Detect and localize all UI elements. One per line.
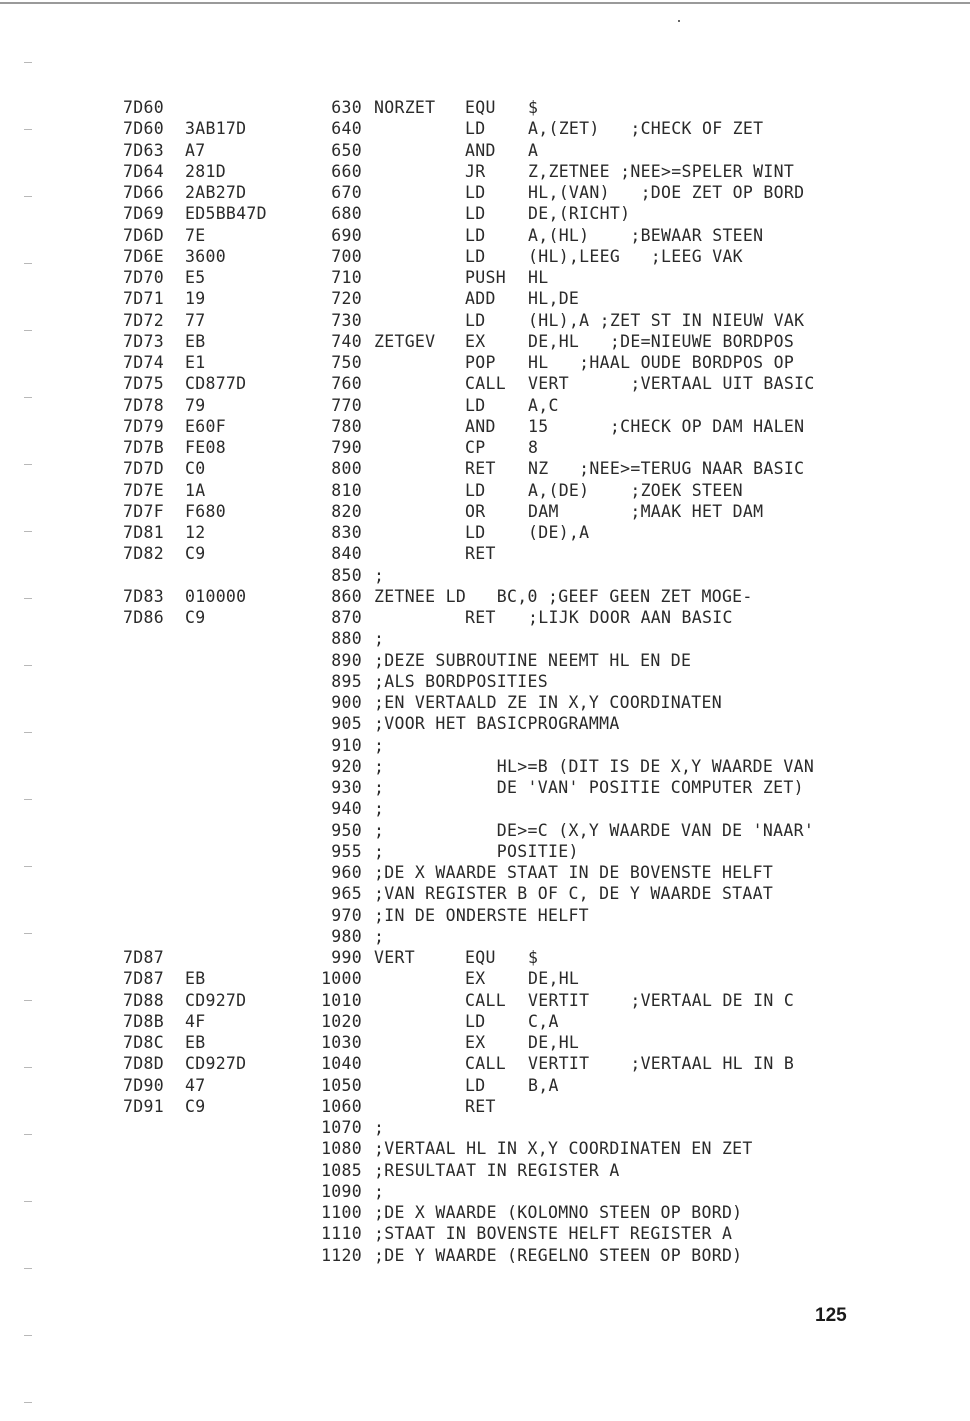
- listing-line: [0, 140, 970, 161]
- listing-line-number: 890: [331, 650, 362, 670]
- listing-source: ZETNEE LD BC,0 ;GEEF GEEN ZET MOGE-: [374, 586, 753, 606]
- listing-machine-code: CD927D: [185, 1054, 247, 1074]
- listing-source: ;: [374, 1181, 385, 1201]
- listing-line: [0, 756, 970, 777]
- listing-line: [0, 735, 970, 756]
- listing-line: [0, 862, 970, 883]
- listing-address: 7D8D: [123, 1054, 164, 1074]
- listing-line: [0, 288, 970, 309]
- listing-line-number: 930: [331, 778, 362, 797]
- listing-machine-code: E1: [185, 353, 206, 372]
- listing-operand: VERTIT ;VERTAAL HL IN B: [528, 1054, 795, 1074]
- listing-line-number: 770: [331, 395, 362, 415]
- listing-address: 7D63: [123, 140, 164, 160]
- listing-address: 7D69: [123, 204, 164, 224]
- listing-address: 7D60: [123, 119, 164, 139]
- listing-line-number: 860: [331, 586, 362, 606]
- listing-line: [0, 1245, 970, 1266]
- listing-line: [0, 310, 970, 331]
- listing-address: 7D71: [123, 289, 164, 309]
- listing-source: ;VOOR HET BASICPROGRAMMA: [374, 714, 620, 734]
- listing-opcode: RET: [465, 1096, 496, 1116]
- listing-line-number: 1000: [321, 969, 362, 989]
- listing-address: 7D8B: [123, 1011, 164, 1031]
- listing-line-number: 750: [331, 353, 362, 372]
- listing-source: ;: [374, 926, 385, 946]
- listing-operand: C,A: [528, 1011, 559, 1031]
- listing-line-number: 905: [331, 714, 362, 734]
- listing-line: [0, 1202, 970, 1223]
- listing-line-number: 850: [331, 565, 362, 585]
- listing-opcode: EX: [465, 969, 486, 989]
- listing-machine-code: E60F: [185, 416, 226, 436]
- listing-line-number: 730: [331, 310, 362, 330]
- listing-line: [0, 161, 970, 182]
- listing-machine-code: 3600: [185, 246, 226, 266]
- listing-line-number: 1110: [321, 1224, 362, 1244]
- listing-address: 7D90: [123, 1075, 164, 1095]
- listing-line-number: 870: [331, 608, 362, 627]
- listing-line-number: 820: [331, 501, 362, 521]
- listing-line-number: 1010: [321, 990, 362, 1010]
- listing-line: [0, 905, 970, 926]
- listing-opcode: PUSH: [465, 268, 506, 287]
- listing-address: 7D83: [123, 586, 164, 606]
- listing-operand: HL,DE: [528, 289, 580, 309]
- listing-opcode: LD: [465, 1011, 486, 1031]
- listing-machine-code: 12: [185, 523, 206, 542]
- listing-source: ;DEZE SUBROUTINE NEEMT HL EN DE: [374, 650, 692, 670]
- listing-machine-code: 3AB17D: [185, 119, 247, 139]
- listing-source: ;VERTAAL HL IN X,Y COORDINATEN EN ZET: [374, 1139, 753, 1159]
- listing-line: [0, 458, 970, 479]
- listing-address: 7D86: [123, 608, 164, 627]
- listing-line-number: 800: [331, 459, 362, 479]
- listing-source: ;ALS BORDPOSITIES: [374, 671, 548, 691]
- listing-machine-code: CD927D: [185, 990, 247, 1010]
- listing-operand: DE,HL: [528, 1033, 580, 1052]
- listing-line: [0, 480, 970, 501]
- listing-machine-code: ED5BB47D: [185, 204, 267, 224]
- listing-opcode: JR: [465, 161, 486, 181]
- listing-machine-code: 010000: [185, 586, 247, 606]
- listing-address: 7D82: [123, 544, 164, 564]
- listing-line: [0, 97, 970, 118]
- listing-operand: DE,HL: [528, 969, 580, 989]
- listing-line: [0, 1011, 970, 1032]
- listing-machine-code: C9: [185, 544, 206, 564]
- listing-line: [0, 820, 970, 841]
- listing-line: [0, 1032, 970, 1053]
- listing-line: [0, 1223, 970, 1244]
- listing-line: [0, 671, 970, 692]
- listing-machine-code: 1A: [185, 480, 206, 500]
- listing-line-number: 990: [331, 948, 362, 967]
- listing-line-number: 965: [331, 884, 362, 904]
- listing-line-number: 830: [331, 523, 362, 542]
- listing-line-number: 1020: [321, 1011, 362, 1031]
- listing-line: [0, 883, 970, 904]
- listing-opcode: LD: [465, 523, 486, 542]
- listing-opcode: CP: [465, 438, 486, 457]
- listing-address: 7D7F: [123, 501, 164, 521]
- listing-line: [0, 1096, 970, 1117]
- listing-source: ;: [374, 799, 385, 819]
- listing-machine-code: C9: [185, 608, 206, 627]
- listing-line: [0, 628, 970, 649]
- listing-line-number: 840: [331, 544, 362, 564]
- listing-line-number: 1080: [321, 1139, 362, 1159]
- listing-line: [0, 798, 970, 819]
- listing-operand: DE,HL ;DE=NIEUWE BORDPOS: [528, 331, 795, 351]
- margin-tick: [24, 62, 32, 63]
- listing-address: 7D75: [123, 374, 164, 394]
- listing-operand: A,C: [528, 395, 559, 415]
- listing-machine-code: EB: [185, 1033, 206, 1052]
- listing-opcode: LD: [465, 225, 486, 245]
- listing-line: [0, 203, 970, 224]
- listing-operand: HL,(VAN) ;DOE ZET OP BORD: [528, 183, 805, 202]
- listing-operand: B,A: [528, 1075, 559, 1095]
- listing-line: [0, 713, 970, 734]
- listing-line-number: 760: [331, 374, 362, 394]
- listing-operand: DE,(RICHT): [528, 204, 631, 224]
- listing-operand: Z,ZETNEE ;NEE>=SPELER WINT: [528, 161, 795, 181]
- listing-line-number: 700: [331, 246, 362, 266]
- listing-line: [0, 777, 970, 798]
- listing-source: ;DE Y WAARDE (REGELNO STEEN OP BORD): [374, 1245, 743, 1265]
- listing-line: [0, 586, 970, 607]
- listing-operand: HL: [528, 268, 549, 287]
- listing-line: [0, 225, 970, 246]
- listing-address: 7D66: [123, 183, 164, 202]
- listing-operand: A: [528, 140, 539, 160]
- listing-address: 7D70: [123, 268, 164, 287]
- listing-address: 7D6D: [123, 225, 164, 245]
- page-number: 125: [815, 1305, 847, 1326]
- listing-line: [0, 947, 970, 968]
- listing-operand: (DE),A: [528, 523, 590, 542]
- listing-operand: A,(DE) ;ZOEK STEEN: [528, 480, 743, 500]
- listing-line-number: 640: [331, 119, 362, 139]
- listing-machine-code: C0: [185, 459, 206, 479]
- listing-machine-code: 4F: [185, 1011, 206, 1031]
- listing-line-number: 970: [331, 905, 362, 925]
- listing-opcode: CALL: [465, 1054, 506, 1074]
- listing-source: ;: [374, 565, 385, 585]
- listing-address: 7D74: [123, 353, 164, 372]
- listing-label: ZETGEV: [374, 331, 436, 351]
- listing-line-number: 1070: [321, 1118, 362, 1137]
- listing-machine-code: EB: [185, 969, 206, 989]
- listing-operand: A,(ZET) ;CHECK OF ZET: [528, 119, 764, 139]
- listing-line-number: 1030: [321, 1033, 362, 1052]
- listing-line: [0, 841, 970, 862]
- listing-line-number: 910: [331, 735, 362, 755]
- listing-line: [0, 926, 970, 947]
- listing-operand: VERT ;VERTAAL UIT BASIC: [528, 374, 815, 394]
- listing-line: [0, 1053, 970, 1074]
- listing-machine-code: F680: [185, 501, 226, 521]
- listing-line-number: 880: [331, 629, 362, 649]
- listing-address: 7D81: [123, 523, 164, 542]
- listing-line-number: 900: [331, 693, 362, 712]
- listing-line-number: 720: [331, 289, 362, 309]
- listing-address: 7D7B: [123, 438, 164, 457]
- listing-opcode: LD: [465, 246, 486, 266]
- listing-opcode: EQU: [465, 948, 496, 967]
- listing-source: ;: [374, 735, 385, 755]
- listing-source: ; DE>=C (X,Y WAARDE VAN DE 'NAAR': [374, 820, 815, 840]
- listing-operand: A,(HL) ;BEWAAR STEEN: [528, 225, 764, 245]
- listing-machine-code: 281D: [185, 161, 226, 181]
- listing-line-number: 1085: [321, 1160, 362, 1180]
- listing-source: ; HL>=B (DIT IS DE X,Y WAARDE VAN: [374, 756, 815, 776]
- listing-opcode: AND: [465, 140, 496, 160]
- listing-line-number: 790: [331, 438, 362, 457]
- listing-opcode: LD: [465, 204, 486, 224]
- margin-tick: [24, 1268, 32, 1269]
- listing-machine-code: 77: [185, 310, 206, 330]
- listing-line-number: 1120: [321, 1245, 362, 1265]
- listing-line: [0, 501, 970, 522]
- listing-operand: $: [528, 98, 539, 117]
- listing-line: [0, 1181, 970, 1202]
- listing-line-number: 980: [331, 926, 362, 946]
- listing-operand: $: [528, 948, 539, 967]
- listing-line-number: 1050: [321, 1075, 362, 1095]
- listing-line-number: 955: [331, 841, 362, 861]
- listing-line: [0, 692, 970, 713]
- listing-line: [0, 352, 970, 373]
- listing-line: [0, 437, 970, 458]
- listing-address: 7D87: [123, 969, 164, 989]
- listing-line: [0, 1117, 970, 1138]
- assembly-listing: [0, 97, 970, 1266]
- listing-opcode: LD: [465, 183, 486, 202]
- listing-source: ;EN VERTAALD ZE IN X,Y COORDINATEN: [374, 693, 722, 712]
- listing-opcode: OR: [465, 501, 486, 521]
- listing-line: [0, 331, 970, 352]
- listing-machine-code: 47: [185, 1075, 206, 1095]
- listing-source: ;: [374, 1118, 385, 1137]
- listing-line-number: 960: [331, 863, 362, 882]
- listing-line: [0, 246, 970, 267]
- listing-operand: (HL),LEEG ;LEEG VAK: [528, 246, 743, 266]
- listing-source: ;IN DE ONDERSTE HELFT: [374, 905, 589, 925]
- listing-opcode: RET: [465, 544, 496, 564]
- listing-opcode: LD: [465, 480, 486, 500]
- listing-line-number: 650: [331, 140, 362, 160]
- listing-address: 7D73: [123, 331, 164, 351]
- listing-machine-code: E5: [185, 268, 206, 287]
- listing-source: ;DE X WAARDE STAAT IN DE BOVENSTE HELFT: [374, 863, 774, 882]
- listing-line-number: 940: [331, 799, 362, 819]
- listing-line: [0, 395, 970, 416]
- margin-tick: [24, 1335, 32, 1336]
- listing-address: 7D6E: [123, 246, 164, 266]
- listing-line-number: 680: [331, 204, 362, 224]
- listing-line: [0, 416, 970, 437]
- listing-line-number: 660: [331, 161, 362, 181]
- listing-machine-code: C9: [185, 1096, 206, 1116]
- listing-opcode: ADD: [465, 289, 496, 309]
- listing-operand: DAM ;MAAK HET DAM: [528, 501, 764, 521]
- listing-operand: HL ;HAAL OUDE BORDPOS OP: [528, 353, 795, 372]
- listing-operand: (HL),A ;ZET ST IN NIEUW VAK: [528, 310, 805, 330]
- margin-tick: [24, 1402, 32, 1403]
- listing-line: [0, 1075, 970, 1096]
- listing-line-number: 740: [331, 331, 362, 351]
- listing-machine-code: 7E: [185, 225, 206, 245]
- listing-opcode: EX: [465, 1033, 486, 1052]
- listing-line: [0, 522, 970, 543]
- listing-line-number: 1100: [321, 1203, 362, 1222]
- listing-line-number: 895: [331, 671, 362, 691]
- listing-opcode: LD: [465, 395, 486, 415]
- listing-opcode: EX: [465, 331, 486, 351]
- listing-address: 7D7E: [123, 480, 164, 500]
- listing-line-number: 780: [331, 416, 362, 436]
- listing-operand: ;LIJK DOOR AAN BASIC: [528, 608, 733, 627]
- listing-address: 7D72: [123, 310, 164, 330]
- listing-line-number: 670: [331, 183, 362, 202]
- listing-machine-code: EB: [185, 331, 206, 351]
- listing-opcode: LD: [465, 1075, 486, 1095]
- listing-line: [0, 1160, 970, 1181]
- listing-line: [0, 267, 970, 288]
- listing-line-number: 710: [331, 268, 362, 287]
- listing-address: 7D78: [123, 395, 164, 415]
- listing-opcode: CALL: [465, 374, 506, 394]
- listing-source: ;: [374, 629, 385, 649]
- listing-address: 7D91: [123, 1096, 164, 1116]
- listing-line: [0, 968, 970, 989]
- listing-source: ;VAN REGISTER B OF C, DE Y WAARDE STAAT: [374, 884, 774, 904]
- listing-source: ;RESULTAAT IN REGISTER A: [374, 1160, 620, 1180]
- listing-source: ;DE X WAARDE (KOLOMNO STEEN OP BORD): [374, 1203, 743, 1222]
- listing-line: [0, 565, 970, 586]
- listing-opcode: AND: [465, 416, 496, 436]
- listing-opcode: LD: [465, 310, 486, 330]
- listing-operand: NZ ;NEE>=TERUG NAAR BASIC: [528, 459, 805, 479]
- listing-line: [0, 1138, 970, 1159]
- listing-line: [0, 990, 970, 1011]
- listing-source: ; POSITIE): [374, 841, 579, 861]
- listing-line: [0, 607, 970, 628]
- listing-line-number: 1090: [321, 1181, 362, 1201]
- scan-speck: [678, 20, 680, 22]
- listing-machine-code: CD877D: [185, 374, 247, 394]
- listing-line: [0, 182, 970, 203]
- listing-line: [0, 373, 970, 394]
- listing-line-number: 1060: [321, 1096, 362, 1116]
- listing-address: 7D8C: [123, 1033, 164, 1052]
- listing-opcode: POP: [465, 353, 496, 372]
- listing-operand: 15 ;CHECK OP DAM HALEN: [528, 416, 805, 436]
- listing-address: 7D64: [123, 161, 164, 181]
- listing-label: VERT: [374, 948, 415, 967]
- page-top-rule: [0, 2, 970, 4]
- listing-line-number: 690: [331, 225, 362, 245]
- listing-line-number: 920: [331, 756, 362, 776]
- listing-opcode: RET: [465, 459, 496, 479]
- listing-opcode: LD: [465, 119, 486, 139]
- listing-address: 7D88: [123, 990, 164, 1010]
- listing-machine-code: 19: [185, 289, 206, 309]
- listing-line: [0, 650, 970, 671]
- listing-address: 7D79: [123, 416, 164, 436]
- listing-opcode: RET: [465, 608, 496, 627]
- listing-line-number: 810: [331, 480, 362, 500]
- listing-operand: VERTIT ;VERTAAL DE IN C: [528, 990, 795, 1010]
- listing-line-number: 630: [331, 98, 362, 117]
- listing-line: [0, 118, 970, 139]
- listing-line-number: 1040: [321, 1054, 362, 1074]
- listing-machine-code: 2AB27D: [185, 183, 247, 202]
- listing-line: [0, 543, 970, 564]
- listing-address: 7D60: [123, 98, 164, 117]
- listing-machine-code: 79: [185, 395, 206, 415]
- listing-address: 7D87: [123, 948, 164, 967]
- listing-opcode: CALL: [465, 990, 506, 1010]
- listing-source: ;STAAT IN BOVENSTE HELFT REGISTER A: [374, 1224, 733, 1244]
- listing-source: ; DE 'VAN' POSITIE COMPUTER ZET): [374, 778, 804, 797]
- listing-machine-code: FE08: [185, 438, 226, 457]
- listing-line-number: 950: [331, 820, 362, 840]
- listing-address: 7D7D: [123, 459, 164, 479]
- listing-label: NORZET: [374, 98, 436, 117]
- listing-operand: 8: [528, 438, 539, 457]
- listing-machine-code: A7: [185, 140, 206, 160]
- listing-opcode: EQU: [465, 98, 496, 117]
